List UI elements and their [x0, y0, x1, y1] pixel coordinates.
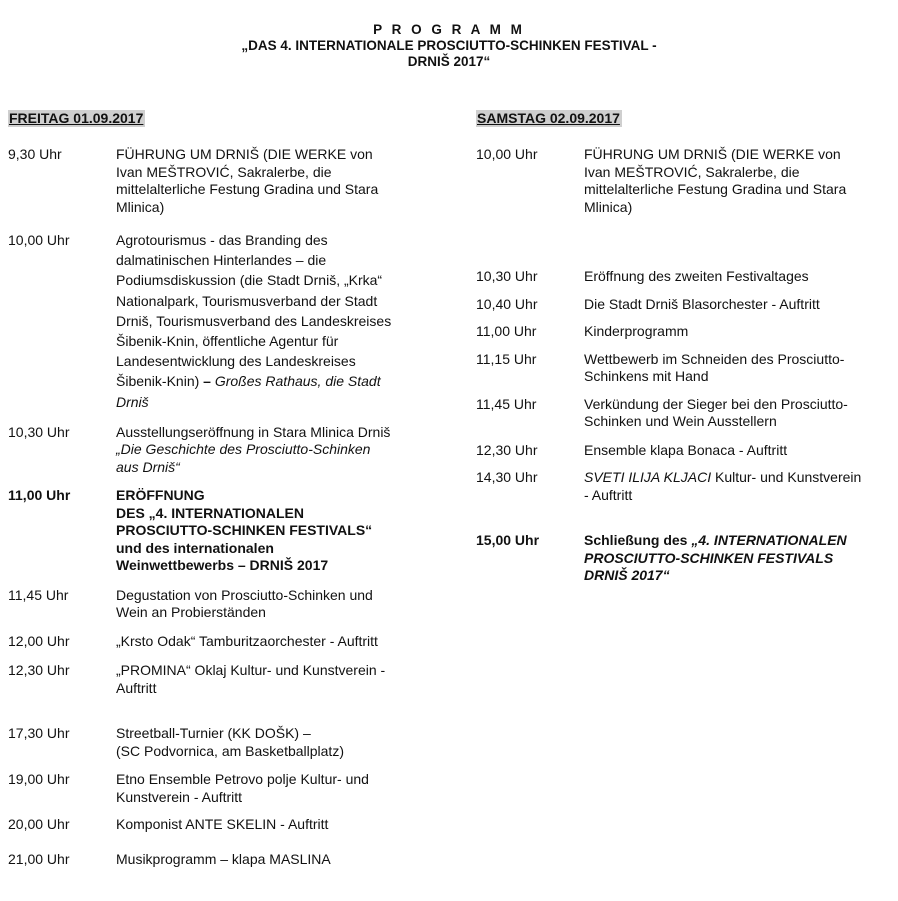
desc-line: Auftritt [116, 679, 157, 696]
desc-line: Streetball-Turnier (KK DOŠK) – [116, 725, 311, 742]
desc-line: Ivan MEŠTROVIĆ, Sakralerbe, die [116, 163, 332, 180]
desc-line: Etno Ensemble Petrovo polje Kultur- und [116, 771, 369, 788]
desc-line: „PROMINA“ Oklaj Kultur- und Kunstverein - [116, 662, 386, 679]
desc-line: „Krsto Odak“ Tamburitzaorchester - Auftritt [116, 632, 378, 649]
desc-line: Eröffnung des zweiten Festivaltages [584, 268, 809, 284]
desc-line: Ensemble klapa Bonaca - Auftritt [584, 441, 788, 458]
entry-description [116, 487, 448, 575]
entry-description [116, 424, 448, 477]
festival-name: „4. INTERNATIONALEN [691, 532, 847, 548]
entry-time: 14,30 Uhr [476, 469, 538, 485]
entry-description [584, 323, 896, 341]
schedule-entry [8, 816, 448, 834]
entry-description [116, 771, 448, 806]
desc-line: Wettbewerb im Schneiden des Prosciutto- [584, 350, 845, 367]
schedule-entry [8, 424, 448, 477]
desc-line: Komponist ANTE SKELIN - Auftritt [116, 816, 329, 833]
desc-line: dalmatinischen Hinterlandes – die [116, 252, 327, 269]
entry-description [116, 230, 448, 412]
schedule-entry [8, 587, 448, 622]
entry-time: 17,30 Uhr [8, 725, 70, 742]
desc-line: FÜHRUNG UM DRNIŠ (DIE WERKE von [584, 146, 841, 162]
entry-description [584, 268, 896, 286]
desc-plain: Kultur- und Kunstverein [711, 469, 862, 485]
schedule-entry [8, 662, 448, 697]
schedule-entry-closing [476, 532, 896, 585]
entry-description [116, 816, 448, 834]
schedule-entry [8, 633, 448, 651]
schedule-entry [8, 771, 448, 806]
desc-line: Landesentwicklung des Landeskreises [116, 353, 356, 370]
entry-description [584, 351, 896, 386]
schedule-entry [8, 230, 448, 412]
desc-line: Šibenik-Knin, öffentliche Agentur für [116, 333, 339, 350]
desc-line: Ausstellungseröffnung in Stara Mlinica Drniš [116, 423, 391, 440]
desc-line: aus Drniš“ [116, 458, 180, 475]
entry-time: 11,45 Uhr [476, 395, 537, 412]
entry-description [116, 587, 448, 622]
entry-time: 12,00 Uhr [8, 632, 70, 649]
desc-line: Schinken und Wein Ausstellern [584, 413, 777, 429]
entry-description [116, 851, 448, 869]
entry-description [584, 396, 896, 431]
schedule-entry [8, 146, 448, 216]
desc-line: Verkündung der Sieger bei den Prosciutto- [584, 395, 848, 412]
entry-time: 11,45 Uhr [8, 586, 69, 603]
desc-line: (SC Podvornica, am Basketballplatz) [116, 742, 344, 759]
schedule-entry [8, 725, 448, 760]
entry-time: 10,30 Uhr [8, 423, 70, 440]
desc-line: PROSCIUTTO-SCHINKEN FESTIVALS“ [116, 522, 373, 539]
desc-line: - Auftritt [584, 486, 633, 503]
friday-column [8, 110, 448, 868]
desc-line: Mlinica) [116, 198, 165, 215]
entry-description [584, 532, 896, 585]
saturday-column [476, 110, 896, 585]
entry-time: 12,30 Uhr [476, 441, 538, 458]
desc-line: mittelalterliche Festung Gradina und Stara [584, 181, 847, 197]
desc-line: mittelalterliche Festung Gradina und Stara [116, 181, 379, 197]
desc-line: Podiumsdiskussion (die Stadt Drniš, „Krka“ [116, 272, 383, 289]
entry-time: 12,30 Uhr [8, 662, 70, 679]
desc-line: Musikprogramm – klapa MASLINA [116, 850, 331, 867]
entry-time: 11,00 Uhr [476, 323, 537, 339]
title-line-1: P R O G R A M M [373, 22, 525, 37]
saturday-heading: SAMSTAG 02.09.2017 [477, 110, 620, 126]
entry-description [116, 725, 448, 760]
desc-line: Ivan MEŠTROVIĆ, Sakralerbe, die [584, 163, 800, 180]
desc-line: FÜHRUNG UM DRNIŠ (DIE WERKE von [116, 146, 373, 162]
entry-time: 21,00 Uhr [8, 850, 70, 867]
entry-time: 10,30 Uhr [476, 268, 538, 284]
desc-line: Drniš, Tourismusverband des Landeskreises [116, 312, 392, 329]
desc-line: Agrotourismus - das Branding des [116, 232, 328, 248]
schedule-entry [476, 296, 896, 314]
desc-line: DES „4. INTERNATIONALEN [116, 504, 304, 521]
desc-line: Die Stadt Drniš Blasorchester - Auftritt [584, 295, 820, 312]
entry-description [116, 633, 448, 651]
desc-line: Kunstverein - Auftritt [116, 788, 243, 805]
entry-time: 11,00 Uhr [8, 487, 71, 504]
desc-location-end: Drniš [116, 393, 149, 410]
entry-description [584, 146, 896, 216]
desc-line: Degustation von Prosciutto-Schinken und [116, 586, 373, 603]
schedule-entry [8, 851, 448, 869]
schedule-entry [476, 442, 896, 460]
ensemble-name: SVETI ILIJA KLJACI [584, 469, 712, 485]
desc-line [584, 532, 896, 550]
desc-line: Wein an Probierständen [116, 604, 266, 621]
schedule-entry [476, 351, 896, 386]
desc-line: und des internationalen [116, 539, 274, 556]
entry-description [584, 296, 896, 314]
friday-heading: FREITAG 01.09.2017 [9, 110, 144, 126]
entry-description [116, 146, 448, 216]
title-line-3: DRNIŠ 2017“ [407, 54, 491, 69]
desc-dash: – [203, 373, 215, 390]
entry-time: 20,00 Uhr [8, 816, 70, 833]
entry-time: 9,30 Uhr [8, 146, 62, 162]
schedule-entry [476, 146, 896, 216]
desc-location: Großes Rathaus, die Stadt [214, 373, 381, 390]
entry-time: 15,00 Uhr [476, 532, 540, 548]
schedule-entry [476, 268, 896, 286]
schedule-entry [476, 323, 896, 341]
title-line-2: „DAS 4. INTERNATIONALE PROSCIUTTO-SCHINKEN FESTIVAL - [241, 38, 657, 53]
desc-line: Weinwettbewerbs – DRNIŠ 2017 [116, 557, 329, 574]
desc-line: ERÖFFNUNG [116, 487, 205, 504]
desc-line: Kinderprogramm [584, 323, 689, 339]
desc-line: Mlinica) [584, 198, 633, 215]
desc-plain: Šibenik-Knin) [116, 373, 204, 390]
schedule-entry [476, 396, 896, 431]
schedule-entry-opening [8, 487, 448, 575]
desc-line [584, 469, 896, 487]
desc-line [116, 371, 448, 391]
document-title [0, 22, 898, 70]
entry-time: 19,00 Uhr [8, 771, 70, 788]
entry-time: 11,15 Uhr [476, 350, 537, 367]
festival-name: PROSCIUTTO-SCHINKEN FESTIVALS [584, 549, 834, 566]
desc-line: Nationalpark, Tourismusverband der Stadt [116, 292, 378, 309]
entry-time: 10,00 Uhr [8, 232, 70, 248]
desc-line: Schinkens mit Hand [584, 368, 709, 384]
desc-plain: Schließung des [584, 532, 692, 548]
entry-description [116, 662, 448, 697]
entry-description [584, 442, 896, 460]
entry-description [584, 469, 896, 504]
festival-name: DRNIŠ 2017“ [584, 567, 670, 583]
desc-line: „Die Geschichte des Prosciutto-Schinken [116, 441, 371, 458]
schedule-entry [476, 469, 896, 504]
entry-time: 10,00 Uhr [476, 146, 538, 162]
entry-time: 10,40 Uhr [476, 295, 538, 312]
